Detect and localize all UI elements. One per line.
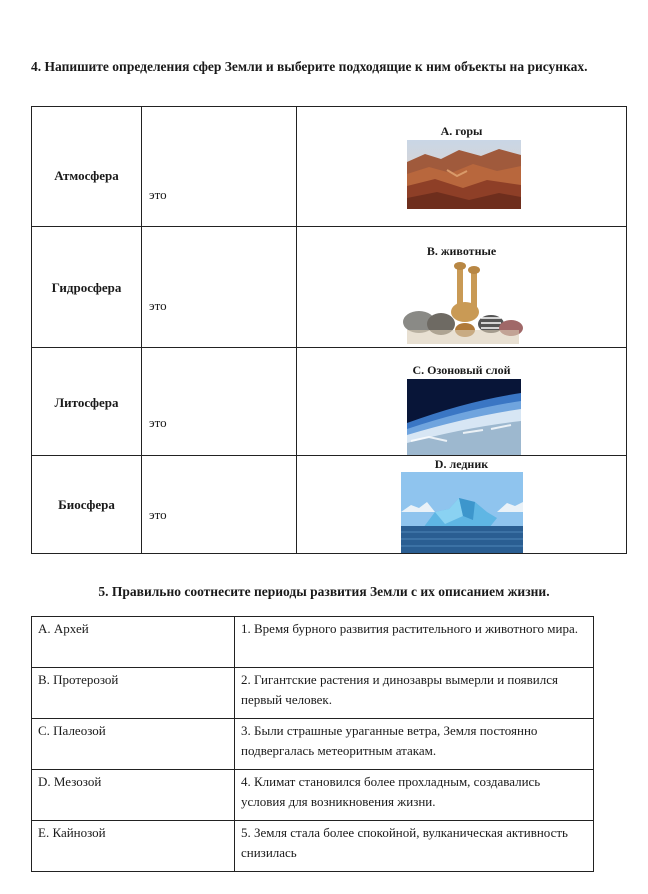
periods-table (31, 616, 594, 872)
sphere-name: Атмосфера (54, 168, 119, 183)
picture-label: А. горы (440, 124, 483, 138)
sphere-name: Биосфера (58, 497, 115, 512)
question-4-title: 4. Напишите определения сфер Земли и выберите подходящие к ним объекты на рисунках. (31, 59, 588, 74)
eto-text: это (149, 187, 167, 202)
description-cell: 3. Были страшные ураганные ветра, Земля постоянно подвергалась метеоритным атакам. (235, 719, 594, 770)
table-row (32, 719, 594, 770)
table-row (32, 821, 594, 872)
period-cell: E. Кайнозой (32, 821, 235, 872)
picture-label: В. животные (426, 244, 497, 258)
table-row (32, 668, 594, 719)
definition-cell[interactable] (142, 107, 297, 227)
eto-text: это (149, 298, 167, 313)
glacier-icon (401, 472, 523, 553)
period-cell: A. Архей (32, 617, 235, 668)
sphere-cell (32, 227, 142, 348)
table-row (32, 107, 627, 227)
period-cell: B. Протерозой (32, 668, 235, 719)
period-cell: D. Мезозой (32, 770, 235, 821)
picture-cell (297, 227, 627, 348)
definition-cell[interactable] (142, 227, 297, 348)
table-row (32, 617, 594, 668)
description-cell: 5. Земля стала более спокойной, вулканическая активность снизилась (235, 821, 594, 872)
sphere-name: Литосфера (54, 395, 119, 410)
mountains-icon (407, 140, 521, 209)
definition-cell[interactable] (142, 348, 297, 456)
picture-label: D. ледник (434, 457, 489, 471)
picture-cell (297, 348, 627, 456)
table-row (32, 770, 594, 821)
picture-label: С. Озоновый слой (412, 363, 511, 377)
question-5-title: 5. Правильно соотнесите периоды развития Земли с их описанием жизни. (98, 584, 550, 599)
eto-text: это (149, 507, 167, 522)
sphere-cell (32, 456, 142, 554)
ozone-layer-icon (407, 379, 521, 455)
spheres-table (31, 106, 627, 554)
description-cell: 4. Климат становился более прохладным, создавались условия для возникновения жизни. (235, 770, 594, 821)
picture-cell (297, 456, 627, 554)
sphere-cell (32, 107, 142, 227)
period-cell: C. Палеозой (32, 719, 235, 770)
description-cell: 2. Гигантские растения и динозавры вымерли и появился первый человек. (235, 668, 594, 719)
eto-text: это (149, 415, 167, 430)
sphere-cell (32, 348, 142, 456)
description-cell: 1. Время бурного развития растительного и животного мира. (235, 617, 594, 668)
table-row (32, 348, 627, 456)
sphere-name: Гидросфера (51, 280, 122, 295)
table-row (32, 456, 627, 554)
animals-icon (401, 260, 525, 346)
table-row (32, 227, 627, 348)
definition-cell[interactable] (142, 456, 297, 554)
picture-cell (297, 107, 627, 227)
